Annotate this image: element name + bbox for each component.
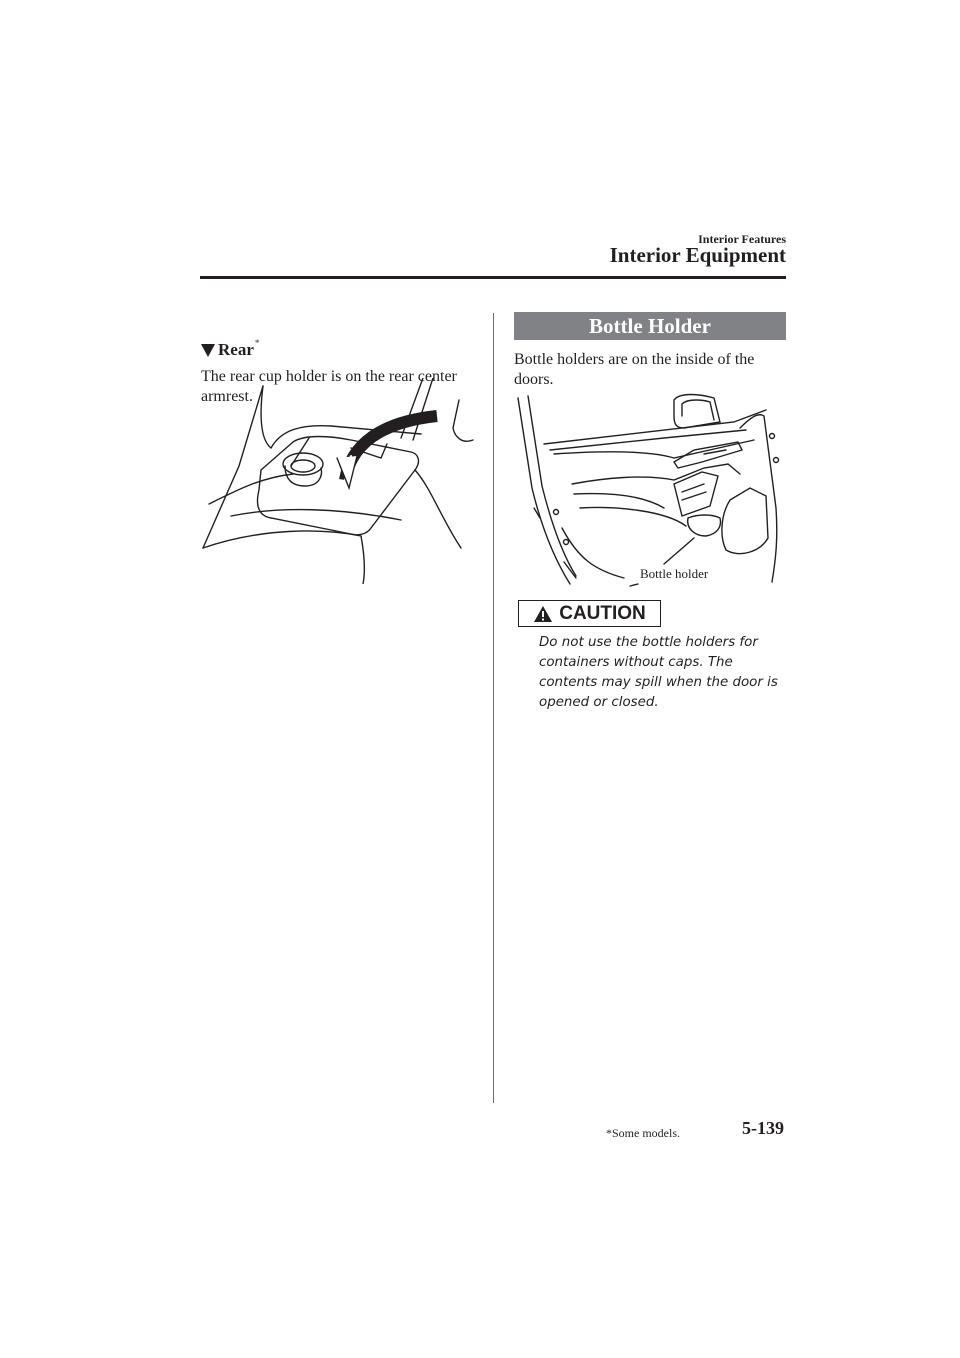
rear-heading-label: Rear: [218, 340, 254, 359]
warning-icon: [533, 605, 553, 623]
bottle-holder-banner: Bottle Holder: [514, 312, 786, 340]
footnote: *Some models.: [606, 1126, 680, 1140]
bottle-description: Bottle holders are on the inside of the doors.: [514, 351, 755, 388]
section-subtitle: Interior Features: [698, 232, 786, 246]
some-models-marker: *: [254, 338, 260, 348]
caution-label: CAUTION: [559, 602, 646, 624]
page-number: 5-139: [742, 1118, 784, 1138]
column-divider: [493, 313, 494, 1103]
header-rule: [200, 276, 786, 279]
caution-badge: [518, 600, 661, 627]
caution-text: Do not use the bottle holders for containers without caps. The contents may spill when the door is opened or closed.: [539, 635, 778, 710]
door-bottle-holder-illustration: [514, 388, 786, 594]
rear-cup-holder-illustration: [201, 378, 477, 584]
rear-description: The rear cup holder is on the rear center armrest.: [201, 368, 457, 405]
page-title: Interior Equipment: [609, 243, 786, 267]
bottle-holder-callout: Bottle holder: [640, 566, 709, 581]
